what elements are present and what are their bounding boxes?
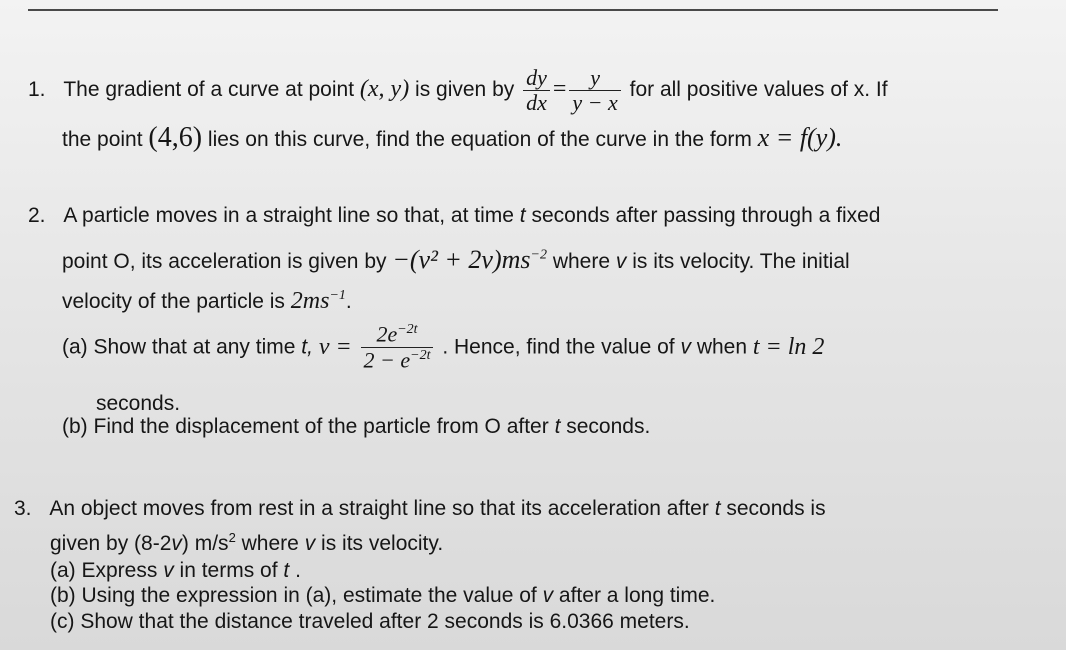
q2-part-a-line-2: seconds. [96,392,181,415]
q1-derivative-fraction: $\frac{dy}{dx}$ [523,66,550,115]
q2-line-3: velocity of the particle is $2ms^{-1}$. [62,288,352,314]
top-divider-line [28,9,998,11]
q1-number: 1. [28,78,46,102]
q1-point-46: (4,6) [148,122,203,153]
q2-time-value: t = ln 2 [752,334,825,361]
q3-part-b: (b) Using the expression in (a), estimate the value of v after a long time. [50,584,716,607]
q2-part-a: (a) Show that at any time t, v = $\frac{2e^{-2t}}{2 - e^{-2t}}$ . Hence, find the value of v when t = ln 2 [62,321,825,372]
q3-line-2: given by (8-2v) $m/s^2$ where v is its velocity. [50,530,444,555]
q3-line-1: 3. An object moves from rest in a straight line so that its acceleration after t seconds is [14,497,826,520]
q1-required-form: x = f(y). [757,123,843,152]
q3-part-a: (a) Express v in terms of t . [50,559,301,582]
q1-line-1: 1. The gradient of a curve at point (x, y) is given by $\frac{dy}{dx}$ = $\frac{y}{y - x}$ for all positive values of x. If [28,65,888,116]
q2-line-2: point O, its acceleration is given by $-(v^2 + 2v)ms^{-2}$ where v is its velocity. The initial [62,245,850,274]
q2-initial-velocity: $2ms^{-1}$ [290,288,346,314]
q2-acceleration-expression: $-(v^2 + 2v)ms^{-2}$ [392,245,547,274]
q2-velocity-fraction: $\frac{2e^{-2t}}{2 - e^{-2t}}$ [361,322,434,372]
q2-number: 2. [28,204,46,227]
q2-line-1: 2. A particle moves in a straight line so that, at time t seconds after passing through a fixed [28,204,881,227]
q2-part-b: (b) Find the displacement of the particle from O after t seconds. [62,415,651,438]
q1-line-2: the point (4,6) lies on this curve, find the equation of the curve in the form x = f(y). [62,122,843,153]
q3-number: 3. [14,497,32,520]
q1-point-xy: (x, y) [359,76,410,103]
q1-gradient-fraction: $\frac{y}{y - x}$ [569,66,620,115]
q3-part-c: (c) Show that the distance traveled after 2 seconds is 6.0366 meters. [50,610,690,633]
